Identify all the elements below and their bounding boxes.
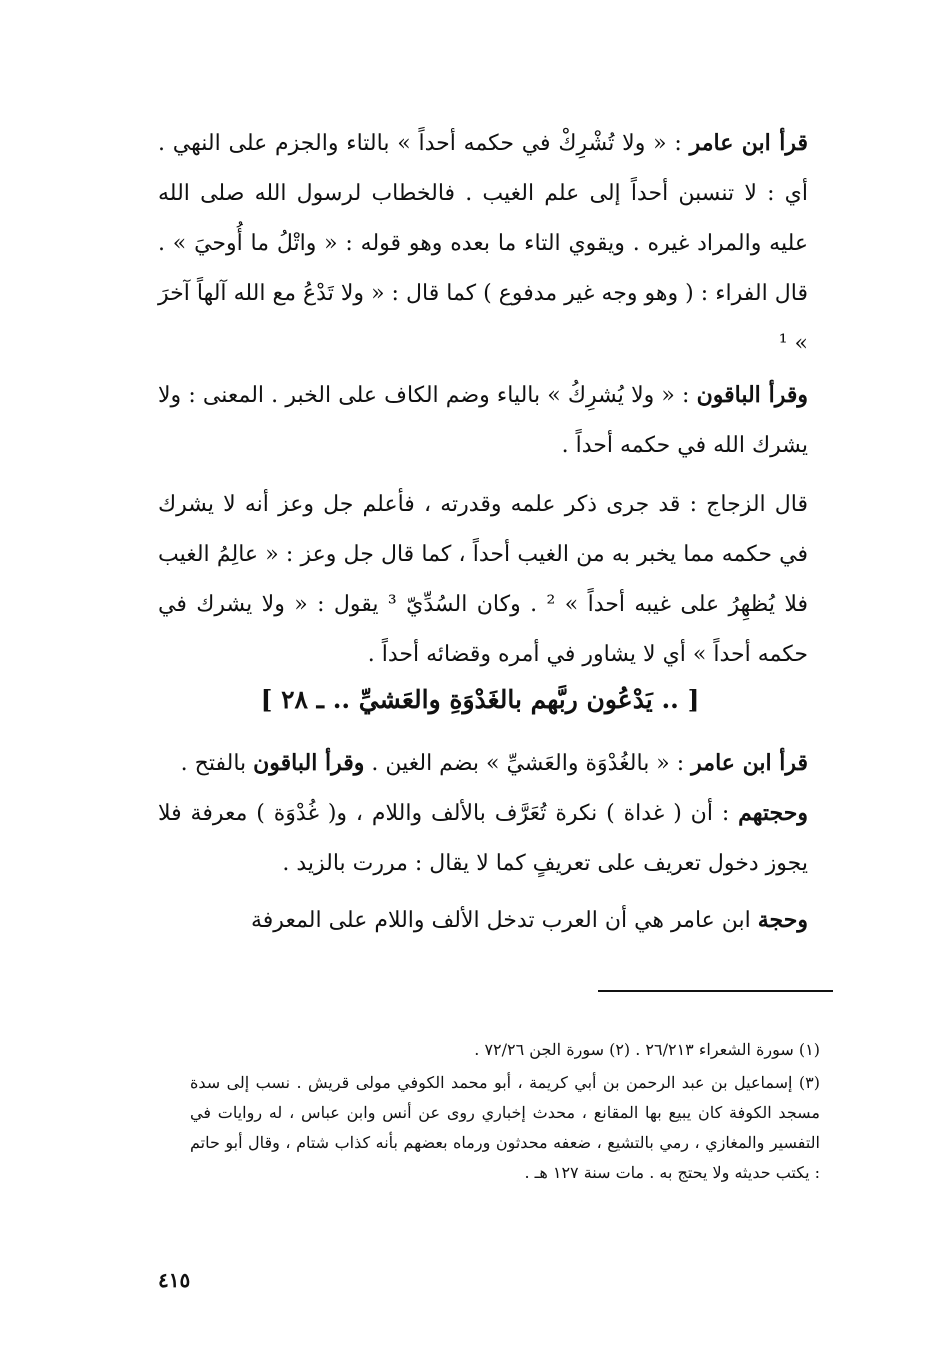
- paragraph-text: : « ولا يُشرِكُ » بالياء وضم الكاف على الخبر . المعنى : ولا يشرك الله في حكمه أحداً .: [158, 383, 808, 458]
- paragraph-1: [158, 118, 808, 369]
- paragraph-5: [158, 788, 808, 889]
- paragraph-2: [158, 370, 808, 471]
- paragraph-text: : أن ( غداة ) نكرة تُعَرَّف بالألف واللام ، و( غُدْوَة ) معرفة فلا يجوز دخول تعريف على تعريفٍ كما لا يقال : مررت بالزيد .: [158, 801, 808, 876]
- footnote-3: (٣) إسماعيل بن عبد الرحمن بن أبي كريمة ، أبو محمد الكوفي مولى قريش . نسب إلى سدة مسجد الكوفة كان يبيع بها المقانع ، محدث إخباري روى عن أنس وابن عباس ، له روايات في التفسير والمغازي ، رمي بالتشيع ، ضعفه محدثون ورماه بعضهم بأنه كذاب شتام ، وقال أبو حاتم : يكتب حديثه ولا يحتج به . مات سنة ١٢٧ هـ .: [190, 1073, 820, 1182]
- verse-heading: [ .. يَدْعُون ربَّهم بالغَدْوَةِ والعَشيِّ .. ـ ٢٨ ]: [260, 685, 700, 714]
- paragraph-text: ابن عامر هي أن العرب تدخل الألف واللام على المعرفة: [251, 908, 758, 933]
- footnote-separator: [598, 990, 833, 992]
- reader-name: قرأ ابن عامر: [691, 750, 808, 776]
- reader-name: قرأ ابن عامر: [689, 130, 808, 156]
- reader-name: وقرأ الباقون: [696, 382, 809, 408]
- argument-label: وحجة: [757, 907, 808, 933]
- paragraph-3: [158, 480, 808, 680]
- paragraph-6: [158, 895, 808, 946]
- paragraph-text: بالفتح .: [180, 751, 254, 776]
- reader-name: وقرأ الباقون: [253, 750, 365, 776]
- page-number: ٤١٥: [158, 1268, 191, 1292]
- paragraph-text: : « ولا تُشْرِكْ في حكمه أحداً » بالتاء والجزم على النهي . أي : لا تنسبن أحداً إلى علم الغيب . فالخطاب لرسول الله صلى الله عليه والمراد غيره . ويقوي التاء ما بعده وهو قوله : « واتْلُ ما أُوحيَ » . قال الفراء : ( وهو وجه غير مدفوع ) كما قال : « ولا تَدْعُ مع الله آلهاً آخرَ » ¹: [158, 131, 808, 356]
- footnote-1-2: (١) سورة الشعراء ٢٦/٢١٣ . (٢) سورة الجن ٧٢/٢٦ .: [474, 1040, 820, 1059]
- paragraph-text: قال الزجاج : قد جرى ذكر علمه وقدرته ، فأعلم جل وعز أنه لا يشرك في حكمه مما يخبر به من الغيب أحداً ، كما قال جل وعز : « عالِمُ الغيب فلا يُظهِرُ على غيبه أحداً » ² . وكان السُدِّيّ ³ يقول : « ولا يشرك في حكمه أحداً » أي لا يشاور في أمره وقضائه أحداً .: [158, 492, 808, 667]
- paragraph-4: [158, 738, 808, 789]
- argument-label: وحجتهم: [738, 800, 808, 826]
- paragraph-text: : « بالغُدْوَة والعَشيِّ » بضم الغين .: [364, 751, 692, 776]
